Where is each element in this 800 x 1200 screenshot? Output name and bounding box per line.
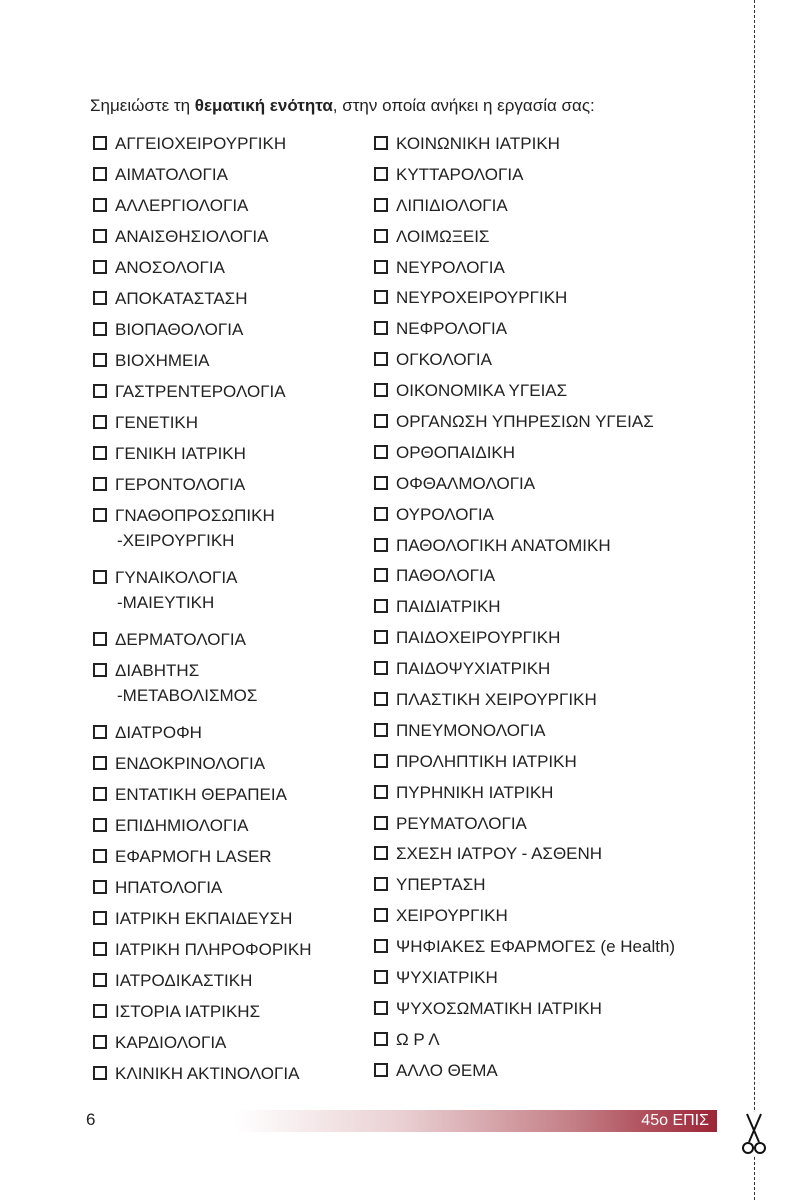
topic-checkbox-item[interactable] (90, 1030, 312, 1061)
checkbox-icon[interactable] (93, 880, 107, 894)
checkbox-icon[interactable] (93, 198, 107, 212)
topic-list-right (371, 131, 675, 1089)
checkbox-icon[interactable] (374, 970, 388, 984)
topic-checkbox-item[interactable] (371, 255, 675, 286)
topic-checkbox-item[interactable] (90, 410, 312, 441)
checkbox-icon[interactable] (374, 229, 388, 243)
topic-list-left (90, 131, 312, 1092)
topic-label: ΚΥΤΤΑΡΟΛΟΓΙΑ (396, 164, 524, 184)
checkbox-icon[interactable] (374, 167, 388, 181)
topic-label: ΝΕΥΡΟΧΕΙΡΟΥΡΓΙΚΗ (396, 288, 568, 308)
topic-label: ΕΝΔΟΚΡΙΝΟΛΟΓΙΑ (115, 754, 266, 773)
topic-checkbox-item[interactable] (90, 162, 312, 193)
topic-label: ΠΑΘΟΛΟΓΙΑ (396, 566, 496, 586)
topic-label: ΑΝΟΣΟΛΟΓΙΑ (115, 258, 225, 277)
topic-label: ΠΥΡΗΝΙΚΗ ΙΑΤΡΙΚΗ (396, 782, 554, 802)
checkbox-icon[interactable] (93, 632, 107, 646)
topic-checkbox-item[interactable] (371, 841, 675, 872)
topic-checkbox-item[interactable] (371, 285, 675, 316)
checkbox-icon[interactable] (374, 1063, 388, 1077)
intro-after: , στην οποία ανήκει η εργασία σας: (332, 96, 595, 115)
checkbox-icon[interactable] (374, 630, 388, 644)
checkbox-icon[interactable] (93, 136, 107, 150)
topic-checkbox-item[interactable] (90, 441, 312, 472)
topic-checkbox-item[interactable] (90, 472, 312, 503)
intro-before: Σημειώστε τη (90, 96, 195, 115)
footer-bar (235, 1110, 717, 1132)
checkbox-icon[interactable] (93, 570, 107, 584)
topic-checkbox-item[interactable] (371, 162, 675, 193)
topic-checkbox-item[interactable] (90, 751, 312, 782)
checkbox-icon[interactable] (374, 939, 388, 953)
topic-label: ΒΙΟΠΑΘΟΛΟΓΙΑ (115, 320, 244, 339)
topic-label: ΓΝΑΘΟΠΡΟΣΩΠΙΚΗ (115, 506, 275, 525)
topic-checkbox-item[interactable] (371, 440, 675, 471)
topic-label-continued: -ΧΕΙΡΟΥΡΓΙΚΗ (117, 531, 235, 550)
checkbox-icon[interactable] (93, 353, 107, 367)
checkbox-icon[interactable] (93, 446, 107, 460)
footer-label: 45ο ΕΠΙΣ (641, 1112, 709, 1129)
checkbox-icon[interactable] (374, 723, 388, 737)
topic-checkbox-item[interactable] (371, 656, 675, 687)
checkbox-icon[interactable] (374, 290, 388, 304)
checkbox-icon[interactable] (374, 661, 388, 675)
topic-label: ΠΑΙΔΟΨΥΧΙΑΤΡΙΚΗ (396, 659, 551, 679)
topic-checkbox-item[interactable] (371, 563, 675, 594)
checkbox-icon[interactable] (93, 508, 107, 522)
topic-checkbox-item[interactable] (90, 627, 312, 658)
checkbox-icon[interactable] (374, 136, 388, 150)
topic-checkbox-item[interactable] (371, 594, 675, 625)
topic-label: ΝΕΥΡΟΛΟΓΙΑ (396, 257, 505, 277)
topic-label: ΑΠΟΚΑΤΑΣΤΑΣΗ (115, 289, 248, 308)
topic-checkbox-item[interactable] (90, 565, 312, 627)
checkbox-icon[interactable] (93, 1035, 107, 1049)
topic-label: ΓΥΝΑΙΚΟΛΟΓΙΑ (115, 568, 238, 587)
topic-checkbox-item[interactable] (371, 718, 675, 749)
topic-checkbox-item[interactable] (90, 999, 312, 1030)
topic-label: ΙΑΤΡΙΚΗ ΕΚΠΑΙΔΕΥΣΗ (115, 909, 293, 928)
topic-checkbox-item[interactable] (371, 224, 675, 255)
topic-checkbox-item[interactable] (90, 813, 312, 844)
topic-label: ΓΑΣΤΡΕΝΤΕΡΟΛΟΓΙΑ (115, 382, 286, 401)
checkbox-icon[interactable] (93, 260, 107, 274)
checkbox-icon[interactable] (93, 725, 107, 739)
cut-line (754, 0, 755, 1200)
topic-checkbox-item[interactable] (90, 503, 312, 565)
topic-label: Ω Ρ Λ (396, 1029, 440, 1049)
checkbox-icon[interactable] (374, 383, 388, 397)
checkbox-icon[interactable] (93, 415, 107, 429)
topic-checkbox-item[interactable] (371, 872, 675, 903)
topic-checkbox-item[interactable] (90, 193, 312, 224)
checkbox-icon[interactable] (374, 692, 388, 706)
topic-checkbox-item[interactable] (371, 934, 675, 965)
topic-checkbox-item[interactable] (371, 1058, 675, 1089)
topic-checkbox-item[interactable] (90, 317, 312, 348)
topic-label: ΠΑΙΔΙΑΤΡΙΚΗ (396, 597, 501, 617)
topic-checkbox-item[interactable] (371, 347, 675, 378)
topic-checkbox-item[interactable] (371, 965, 675, 996)
topic-label: ΑΛΛΕΡΓΙΟΛΟΓΙΑ (115, 196, 249, 215)
checkbox-icon[interactable] (374, 321, 388, 335)
topic-checkbox-item[interactable] (90, 1061, 312, 1092)
topic-checkbox-item[interactable] (371, 471, 675, 502)
topic-checkbox-item[interactable] (90, 782, 312, 813)
topic-checkbox-item[interactable] (371, 193, 675, 224)
checkbox-icon[interactable] (93, 849, 107, 863)
topic-label: ΟΓΚΟΛΟΓΙΑ (396, 350, 492, 370)
topic-label: ΨΥΧΟΣΩΜΑΤΙΚΗ ΙΑΤΡΙΚΗ (396, 998, 602, 1018)
topic-checkbox-item[interactable] (90, 131, 312, 162)
topic-label: ΓΕΝΙΚΗ ΙΑΤΡΙΚΗ (115, 444, 246, 463)
page-number: 6 (86, 1110, 96, 1129)
topic-checkbox-item[interactable] (371, 749, 675, 780)
topic-label: ΠΝΕΥΜΟΝΟΛΟΓΙΑ (396, 720, 546, 740)
topic-label: ΠΑΘΟΛΟΓΙΚΗ ΑΝΑΤΟΜΙΚΗ (396, 535, 611, 555)
checkbox-icon[interactable] (93, 291, 107, 305)
checkbox-icon[interactable] (374, 846, 388, 860)
topic-label: ΟΦΘΑΛΜΟΛΟΓΙΑ (396, 473, 536, 493)
topic-checkbox-item[interactable] (90, 658, 312, 720)
topic-label: ΟΡΓΑΝΩΣΗ ΥΠΗΡΕΣΙΩΝ ΥΓΕΙΑΣ (396, 412, 654, 432)
checkbox-icon[interactable] (93, 973, 107, 987)
topic-label: ΣΧΕΣΗ ΙΑΤΡΟΥ - ΑΣΘΕΝΗ (396, 844, 603, 864)
checkbox-icon[interactable] (374, 568, 388, 582)
topic-label: ΙΑΤΡΟΔΙΚΑΣΤΙΚΗ (115, 971, 253, 990)
checkbox-icon[interactable] (374, 198, 388, 212)
topic-label: ΝΕΦΡΟΛΟΓΙΑ (396, 319, 508, 339)
topic-label: ΟΡΘΟΠΑΙΔΙΚΗ (396, 442, 516, 462)
topic-checkbox-item[interactable] (90, 906, 312, 937)
topic-checkbox-item[interactable] (90, 255, 312, 286)
checkbox-icon[interactable] (93, 787, 107, 801)
topic-label: ΓΕΡΟΝΤΟΛΟΓΙΑ (115, 475, 246, 494)
checkbox-icon[interactable] (374, 445, 388, 459)
checkbox-icon[interactable] (374, 908, 388, 922)
topic-label: ΙΣΤΟΡΙΑ ΙΑΤΡΙΚΗΣ (115, 1002, 261, 1021)
topic-checkbox-item[interactable] (371, 811, 675, 842)
topic-checkbox-item[interactable] (371, 780, 675, 811)
checkbox-icon[interactable] (93, 756, 107, 770)
topic-checkbox-item[interactable] (90, 937, 312, 968)
topic-label: ΟΥΡΟΛΟΓΙΑ (396, 504, 494, 524)
checkbox-icon[interactable] (374, 1001, 388, 1015)
checkbox-icon[interactable] (374, 414, 388, 428)
topic-label: ΧΕΙΡΟΥΡΓΙΚΗ (396, 906, 508, 926)
checkbox-icon[interactable] (93, 229, 107, 243)
topic-checkbox-item[interactable] (371, 409, 675, 440)
checkbox-icon[interactable] (374, 785, 388, 799)
topic-checkbox-item[interactable] (371, 1027, 675, 1058)
topic-label: ΡΕΥΜΑΤΟΛΟΓΙΑ (396, 813, 527, 833)
topic-label: ΛΟΙΜΩΞΕΙΣ (396, 226, 490, 246)
topic-label: ΚΟΙΝΩΝΙΚΗ ΙΑΤΡΙΚΗ (396, 134, 560, 153)
scissors-icon (741, 1112, 767, 1156)
topic-label: ΚΑΡΔΙΟΛΟΓΙΑ (115, 1033, 227, 1052)
intro-text (90, 96, 595, 116)
topic-label: ΕΦΑΡΜΟΓΗ LASER (115, 847, 272, 866)
topic-label: ΔΙΑΒΗΤΗΣ (115, 661, 200, 680)
checkbox-icon[interactable] (374, 599, 388, 613)
intro-bold: θεματική ενότητα (194, 96, 333, 115)
topic-label: ΔΕΡΜΑΤΟΛΟΓΙΑ (115, 630, 246, 649)
checkbox-icon[interactable] (374, 507, 388, 521)
topic-label: ΔΙΑΤΡΟΦΗ (115, 723, 202, 742)
topic-checkbox-item[interactable] (90, 720, 312, 751)
checkbox-icon[interactable] (93, 1004, 107, 1018)
topic-label: ΥΠΕΡΤΑΣΗ (396, 875, 486, 895)
topic-label: ΟΙΚΟΝΟΜΙΚΑ ΥΓΕΙΑΣ (396, 381, 568, 401)
topic-label: ΓΕΝΕΤΙΚΗ (115, 413, 199, 432)
topic-label: ΠΡΟΛΗΠΤΙΚΗ ΙΑΤΡΙΚΗ (396, 751, 577, 771)
topic-checkbox-item[interactable] (90, 844, 312, 875)
checkbox-icon[interactable] (374, 352, 388, 366)
topic-checkbox-item[interactable] (371, 687, 675, 718)
topic-label: ΠΛΑΣΤΙΚΗ ΧΕΙΡΟΥΡΓΙΚΗ (396, 690, 597, 710)
topic-checkbox-item[interactable] (371, 533, 675, 564)
topic-label: ΕΝΤΑΤΙΚΗ ΘΕΡΑΠΕΙΑ (115, 785, 287, 804)
checkbox-icon[interactable] (93, 167, 107, 181)
topic-label: ΨΥΧΙΑΤΡΙΚΗ (396, 968, 498, 988)
checkbox-icon[interactable] (93, 384, 107, 398)
topic-label: ΑΙΜΑΤΟΛΟΓΙΑ (115, 165, 228, 184)
topic-checkbox-item[interactable] (90, 875, 312, 906)
topic-checkbox-item[interactable] (90, 348, 312, 379)
topic-label: ΑΛΛΟ ΘΕΜΑ (396, 1060, 498, 1080)
topic-checkbox-item[interactable] (371, 131, 675, 162)
topic-label: ΚΛΙΝΙΚΗ ΑΚΤΙΝΟΛΟΓΙΑ (115, 1064, 300, 1083)
checkbox-icon[interactable] (374, 816, 388, 830)
topic-checkbox-item[interactable] (371, 502, 675, 533)
topic-label: ΒΙΟΧΗΜΕΙΑ (115, 351, 210, 370)
checkbox-icon[interactable] (93, 322, 107, 336)
topic-label-continued: -ΜΑΙΕΥΤΙΚΗ (117, 593, 215, 612)
checkbox-icon[interactable] (374, 754, 388, 768)
checkbox-icon[interactable] (374, 1032, 388, 1046)
checkbox-icon[interactable] (374, 538, 388, 552)
topic-checkbox-item[interactable] (371, 903, 675, 934)
topic-checkbox-item[interactable] (371, 625, 675, 656)
topic-checkbox-item[interactable] (371, 996, 675, 1027)
topic-checkbox-item[interactable] (371, 378, 675, 409)
topic-label-continued: -ΜΕΤΑΒΟΛΙΣΜΟΣ (117, 686, 258, 705)
checkbox-icon[interactable] (374, 260, 388, 274)
topic-label: ΛΙΠΙΔΙΟΛΟΓΙΑ (396, 195, 508, 215)
topic-label: ΨΗΦΙΑΚΕΣ ΕΦΑΡΜΟΓΕΣ (e Health) (396, 937, 676, 957)
topic-label: ΗΠΑΤΟΛΟΓΙΑ (115, 878, 223, 897)
topic-label: ΑΝΑΙΣΘΗΣΙΟΛΟΓΙΑ (115, 227, 269, 246)
checkbox-icon[interactable] (93, 911, 107, 925)
topic-label: ΑΓΓΕΙΟΧΕΙΡΟΥΡΓΙΚΗ (115, 134, 287, 153)
topic-label: ΠΑΙΔΟΧΕΙΡΟΥΡΓΙΚΗ (396, 628, 561, 648)
topic-checkbox-item[interactable] (90, 224, 312, 255)
topic-checkbox-item[interactable] (90, 286, 312, 317)
checkbox-icon[interactable] (93, 1066, 107, 1080)
checkbox-icon[interactable] (374, 476, 388, 490)
checkbox-icon[interactable] (374, 877, 388, 891)
topic-label: ΙΑΤΡΙΚΗ ΠΛΗΡΟΦΟΡΙΚΗ (115, 940, 312, 959)
checkbox-icon[interactable] (93, 942, 107, 956)
topic-label: ΕΠΙΔΗΜΙΟΛΟΓΙΑ (115, 816, 249, 835)
checkbox-icon[interactable] (93, 663, 107, 677)
topic-checkbox-item[interactable] (90, 968, 312, 999)
checkbox-icon[interactable] (93, 477, 107, 491)
topic-checkbox-item[interactable] (371, 316, 675, 347)
checkbox-icon[interactable] (93, 818, 107, 832)
topic-checkbox-item[interactable] (90, 379, 312, 410)
